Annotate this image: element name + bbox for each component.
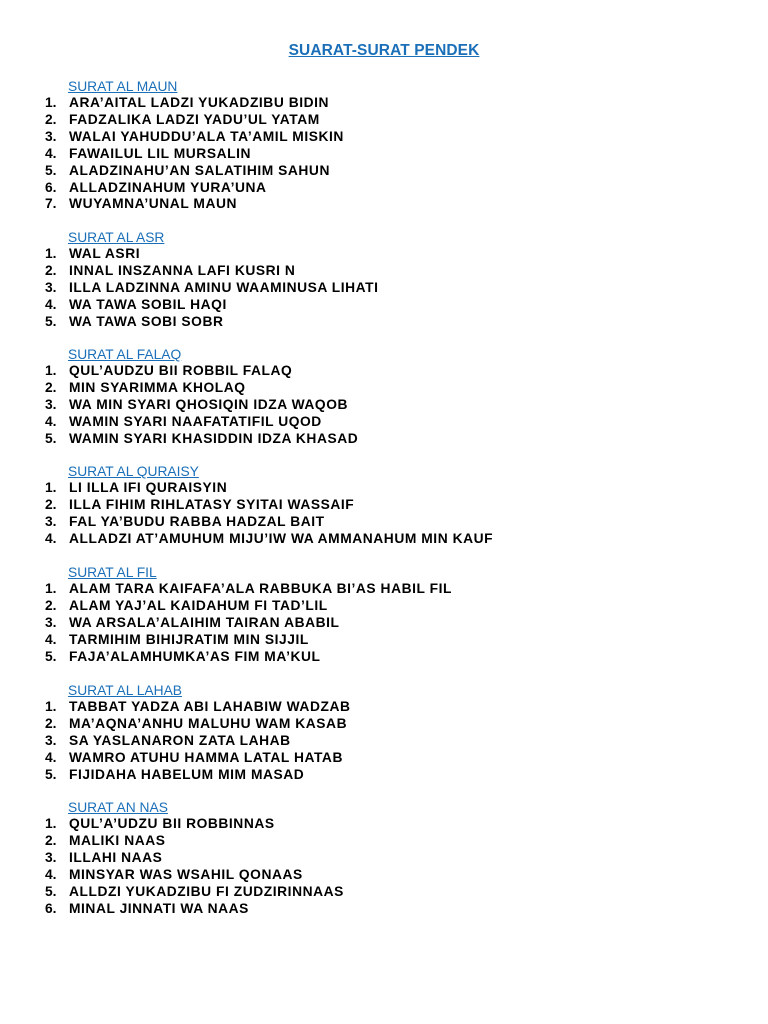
verse-number: 3. [45,128,57,144]
verse-number: 5. [45,648,57,664]
verse-number: 2. [45,379,57,395]
verse-text: WALAI YAHUDDU’ALA TA’AMIL MISKIN [69,128,344,144]
verse-text: MIN SYARIMMA KHOLAQ [69,379,246,395]
verse-text: MALIKI NAAS [69,832,166,848]
verse-text: WAMIN SYARI KHASIDDIN IDZA KHASAD [69,430,359,446]
verse-number: 1. [45,246,57,261]
verse-text: INNAL INSZANNA LAFI KUSRI N [69,262,296,278]
verse-number: 4. [45,413,57,429]
verse-text: FIJIDAHA HABELUM MIM MASAD [69,766,305,782]
verse-text: WAMIN SYARI NAAFATATIFIL UQOD [69,413,322,429]
verse-text: ILLAHI NAAS [69,849,163,865]
verse-number: 1. [45,480,57,495]
verse-text: ALADZINAHU’AN SALATIHIM SAHUN [69,162,330,178]
verse-text: SA YASLANARON ZATA LAHAB [69,732,291,748]
verse-text: ALAM TARA KAIFAFA’ALA RABBUKA BI’AS HABIL FIL [69,581,452,596]
verse-number: 7. [45,196,57,212]
verse-text: ARA’AITAL LADZI YUKADZIBU BIDIN [69,95,330,110]
verse-number: 2. [45,715,57,731]
verse-text: MINSYAR WAS WSAHIL QONAAS [69,866,303,882]
verse-number: 5. [45,430,57,446]
verse-text: WAL ASRI [69,246,141,261]
verse-text: LI ILLA IFI QURAISYIN [69,480,228,495]
verse-text: ALLDZI YUKADZIBU FI ZUDZIRINNAAS [69,883,344,899]
verse-number: 2. [45,111,57,127]
verse-number: 1. [45,95,57,110]
verse-text: TARMIHIM BIHIJRATIM MIN SIJJIL [69,631,309,647]
verse-text: QUL’AUDZU BII ROBBIL FALAQ [69,363,293,378]
verse-number: 1. [45,699,57,714]
verse-text: FAWAILUL LIL MURSALIN [69,145,251,161]
verse-number: 1. [45,816,57,831]
verse-text: WA TAWA SOBIL HAQI [69,296,227,312]
verse-text: QUL’A’UDZU BII ROBBINNAS [69,816,275,831]
verse-text: WA ARSALA’ALAIHIM TAIRAN ABABIL [69,614,340,630]
verse-text: ALLADZI AT’AMUHUM MIJU’IW WA AMMANAHUM MIN KAUF [69,530,494,546]
surah-heading: SURAT AL MAUN [68,79,178,94]
verse-text: WA MIN SYARI QHOSIQIN IDZA WAQOB [69,396,348,412]
verse-number: 1. [45,581,57,596]
verse-number: 6. [45,900,57,916]
verse-text: ILLA LADZINNA AMINU WAAMINUSA LIHATI [69,279,379,295]
verse-text: ALLADZINAHUM YURA’UNA [69,179,267,195]
surah-heading: SURAT AL QURAISY [68,464,199,479]
verse-number: 3. [45,849,57,865]
surah-heading: SURAT AL FALAQ [68,347,182,362]
verse-text: FADZALIKA LADZI YADU’UL YATAM [69,111,320,127]
surah-heading: SURAT AL LAHAB [68,683,182,698]
verse-number: 3. [45,513,57,529]
verse-text: FAL YA’BUDU RABBA HADZAL BAIT [69,513,325,529]
surah-heading: SURAT AN NAS [68,800,168,815]
verse-number: 3. [45,279,57,295]
verse-number: 2. [45,832,57,848]
verse-text: FAJA’ALAMHUMKA’AS FIM MA’KUL [69,648,321,664]
verse-number: 2. [45,262,57,278]
verse-text: WAMRO ATUHU HAMMA LATAL HATAB [69,749,343,765]
verse-text: WA TAWA SOBI SOBR [69,313,224,329]
verse-number: 4. [45,145,57,161]
verse-number: 2. [45,597,57,613]
surah-heading: SURAT AL ASR [68,230,165,245]
verse-number: 4. [45,749,57,765]
verse-number: 6. [45,179,57,195]
verse-number: 4. [45,866,57,882]
verse-number: 4. [45,530,57,546]
verse-text: TABBAT YADZA ABI LAHABIW WADZAB [69,699,351,714]
verse-number: 2. [45,496,57,512]
verse-text: ILLA FIHIM RIHLATASY SYITAI WASSAIF [69,496,355,512]
verse-number: 3. [45,614,57,630]
verse-number: 5. [45,162,57,178]
verse-number: 5. [45,313,57,329]
verse-text: WUYAMNA’UNAL MAUN [69,196,238,212]
verse-number: 5. [45,766,57,782]
document-title: SUARAT-SURAT PENDEK [288,42,480,59]
verse-text: MINAL JINNATI WA NAAS [69,900,249,916]
surah-heading: SURAT AL FIL [68,565,157,580]
verse-text: ALAM YAJ’AL KAIDAHUM FI TAD’LIL [69,597,328,613]
verse-text: MA’AQNA’ANHU MALUHU WAM KASAB [69,715,348,731]
verse-number: 1. [45,363,57,378]
verse-number: 5. [45,883,57,899]
verse-number: 3. [45,396,57,412]
verse-number: 3. [45,732,57,748]
verse-number: 4. [45,631,57,647]
verse-number: 4. [45,296,57,312]
